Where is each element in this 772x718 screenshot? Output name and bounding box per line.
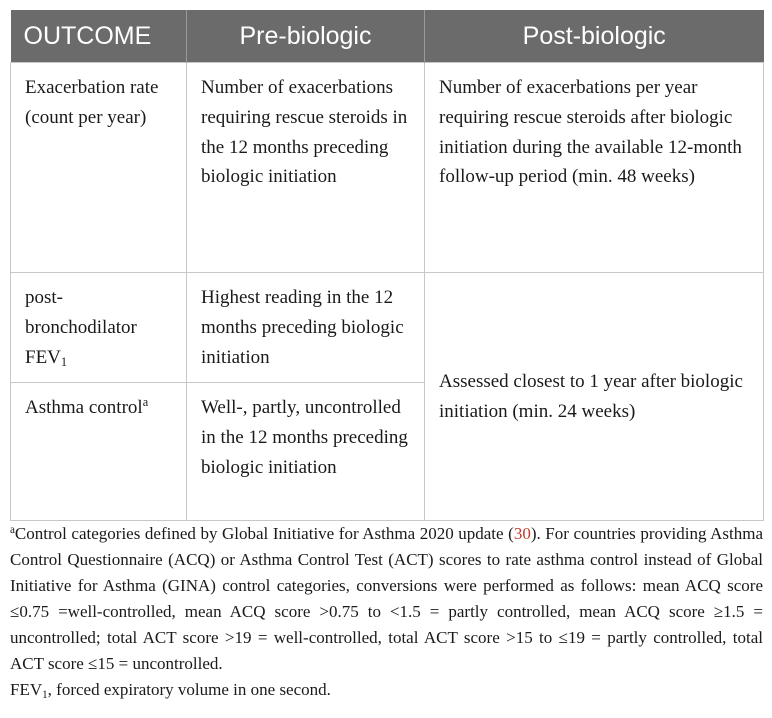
footnote-marker: a — [142, 395, 149, 410]
table-row — [11, 273, 764, 383]
post-biologic-merged-cell: Assessed closest to 1 year after biologic initiation (min. 24 weeks) — [425, 273, 764, 521]
outcome-text: post-bronchodilator FEV — [25, 287, 137, 368]
footnote-a — [10, 521, 763, 677]
outcome-cell: Exacerbation rate (count per year) — [11, 63, 187, 273]
table-footnotes — [10, 521, 763, 703]
reference-link[interactable]: 30 — [513, 524, 531, 543]
abbreviation-definition: , forced expiratory volume in one second. — [47, 680, 331, 699]
outcome-cell — [11, 273, 187, 383]
footnote-marker: a — [10, 523, 15, 536]
post-biologic-cell: Number of exacerbations per year requiring rescue steroids after biologic initiation during the available 12-month follow-up period (min. 48 weeks) — [425, 63, 764, 273]
outcome-cell — [11, 383, 187, 521]
abbreviation-term: FEV — [10, 680, 43, 699]
header-outcome: OUTCOME — [11, 10, 187, 63]
outcomes-table — [10, 10, 764, 521]
pre-biologic-cell: Number of exacerbations requiring rescue steroids in the 12 months preceding biologic initiation — [187, 63, 425, 273]
footnote-text: Control categories defined by Global Initiative for Asthma 2020 update ( — [14, 524, 514, 543]
pre-biologic-cell: Highest reading in the 12 months preceding biologic initiation — [187, 273, 425, 383]
header-pre-biologic: Pre-biologic — [187, 10, 425, 63]
table-row — [11, 63, 764, 273]
header-post-biologic: Post-biologic — [425, 10, 764, 63]
subscript: 1 — [42, 688, 48, 701]
pre-biologic-cell: Well-, partly, uncontrolled in the 12 months preceding biologic initiation — [187, 383, 425, 521]
subscript: 1 — [60, 354, 68, 369]
outcome-text: Asthma control — [25, 397, 143, 419]
header-row — [11, 10, 764, 63]
abbreviation-note — [10, 677, 763, 703]
footnote-text: ). For countries providing Asthma Control Questionnaire (ACQ) or Asthma Control Test (ACT) scores to rate asthma control instead of Global Initiative for Asthma (GINA) control categories, conversions were performed as follows: mean ACQ score ≤0.75 =well-controlled, mean ACQ score >0.75 to <1.5 = partly controlled, mean ACQ score ≥1.5 = uncontrolled; total ACT score >19 = well-controlled, total ACT score >15 to ≤19 = partly controlled, total ACT score ≤15 = uncontrolled. — [10, 524, 763, 673]
